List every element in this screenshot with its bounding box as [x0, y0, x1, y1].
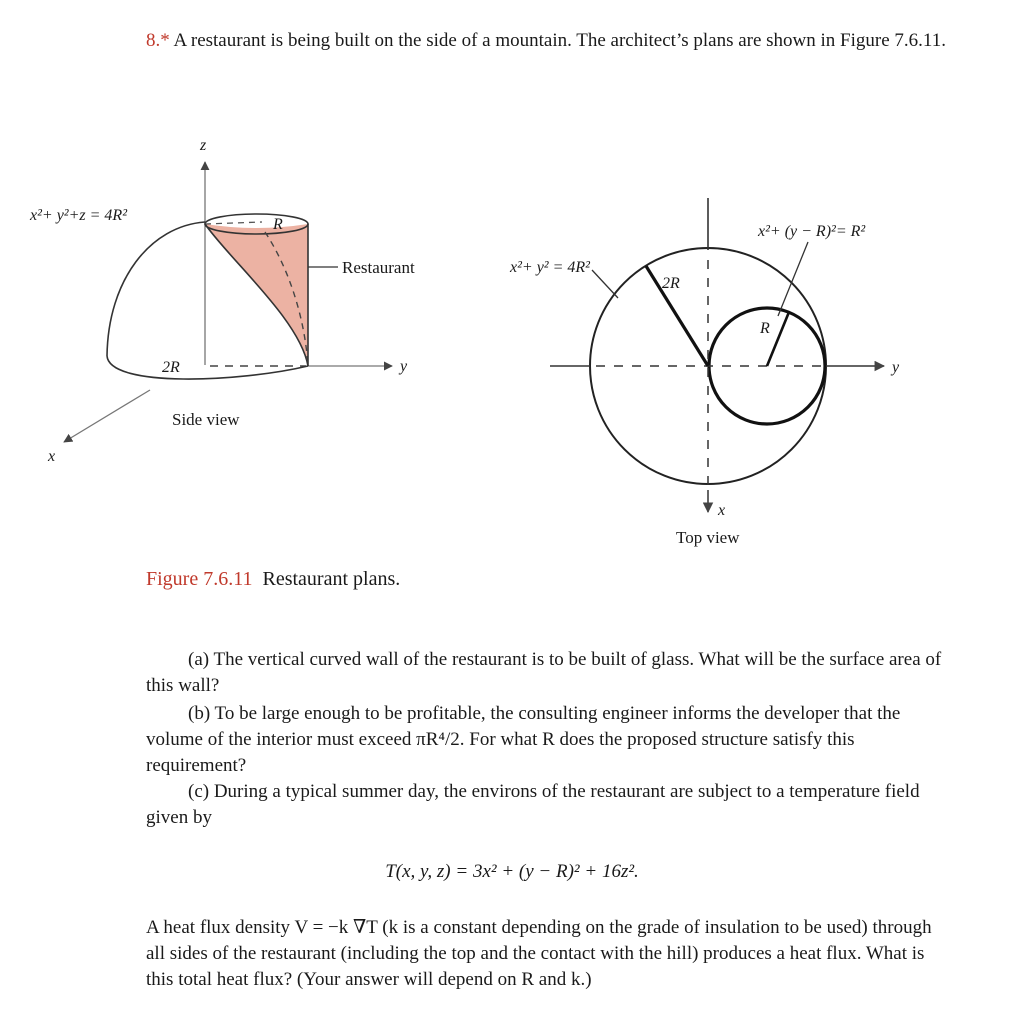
- small-radius: [767, 312, 789, 366]
- side-r-label: R: [273, 216, 283, 233]
- top-small-equation: x²+ (y − R)²= R²: [758, 223, 866, 240]
- part-a-text: (a) The vertical curved wall of the restaurant is to be built of glass. What will be the surface area of this wall?: [146, 649, 942, 696]
- part-b: [146, 701, 946, 779]
- small-eq-leader: [778, 242, 808, 316]
- top-r-label: R: [760, 320, 770, 337]
- figure-caption-text: Restaurant plans.: [262, 568, 401, 590]
- problem-number: 8.*: [146, 30, 170, 51]
- top-2r-label: 2R: [662, 275, 680, 292]
- paraboloid-profile: [107, 222, 205, 356]
- paraboloid-base: [107, 356, 308, 379]
- side-view-label: Side view: [172, 410, 240, 429]
- figure-caption: [146, 566, 400, 592]
- figure-number: Figure 7.6.11: [146, 568, 253, 590]
- part-b-text: (b) To be large enough to be profitable, the consulting engineer informs the developer that the volume of the interior must exceed πR⁴/2. For what R does the proposed structure satisfy this requirement?: [146, 703, 901, 776]
- side-z-label: z: [200, 137, 207, 154]
- side-view-diagram: [29, 137, 415, 465]
- heat-flux-question: A heat flux density V = −k ∇T (k is a constant depending on the grade of insulation to be used) through all sides of the restaurant (including the top and the contact with the hill) produces a heat flux. What is this total heat flux? (Your answer will depend on R and k.): [146, 917, 932, 990]
- big-eq-leader: [592, 270, 618, 298]
- restaurant-shaded: [205, 224, 308, 366]
- problem-statement: [146, 28, 946, 54]
- top-y-label: y: [892, 359, 900, 376]
- top-x-label: x: [718, 502, 726, 519]
- side-x-axis: [64, 390, 150, 442]
- restaurant-label: Restaurant: [342, 258, 415, 277]
- part-a: [146, 647, 946, 699]
- side-x-label: x: [48, 448, 56, 465]
- top-big-equation: x²+ y² = 4R²: [510, 259, 590, 276]
- temperature-equation: T(x, y, z) = 3x² + (y − R)² + 16z².: [385, 861, 639, 882]
- restaurant-top-radius: [205, 222, 262, 224]
- side-equation: x²+ y²+z = 4R²: [30, 207, 127, 224]
- problem-text: A restaurant is being built on the side of a mountain. The architect’s plans are shown in Figure 7.6.11.: [173, 30, 946, 51]
- figure-area: [0, 120, 1024, 560]
- top-view-diagram: [509, 198, 900, 547]
- top-view-label: Top view: [676, 528, 740, 547]
- part-c-text: (c) During a typical summer day, the environs of the restaurant are subject to a temperature field given by: [146, 781, 920, 828]
- figure-svg: [0, 120, 1024, 560]
- side-y-label: y: [400, 358, 408, 375]
- part-c: [146, 779, 946, 831]
- side-2r-label: 2R: [162, 359, 180, 376]
